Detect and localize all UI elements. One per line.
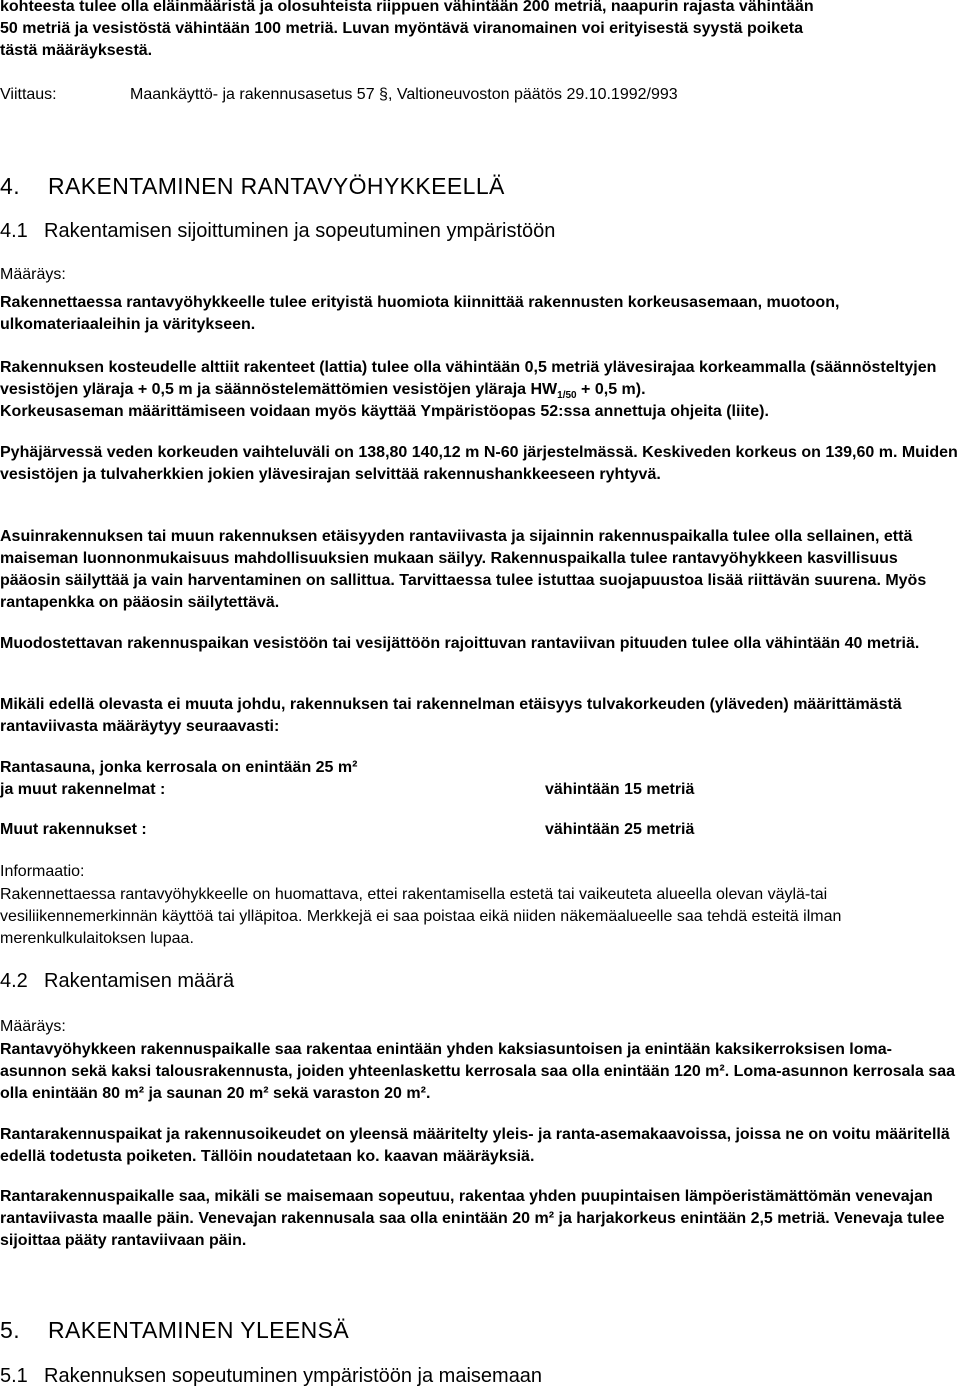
paragraph-text: Korkeusaseman määrittämiseen voidaan myös käyttää Ympäristöopas 52:ssa annettuja ohjeita (liite). bbox=[0, 403, 769, 420]
section-number: 5. bbox=[0, 1317, 20, 1343]
row-label-line: ja muut rakennelmat : bbox=[0, 781, 166, 798]
intro-line: 50 metriä ja vesistöstä vähintään 100 metriä. Luvan myöntävä viranomainen voi erityisestä syystä poiketa bbox=[0, 20, 804, 37]
paragraph-floor-height bbox=[0, 357, 958, 423]
reference-label: Viittaus: bbox=[0, 86, 57, 103]
distance-row-value: vähintään 15 metriä bbox=[545, 781, 695, 798]
section-4-1-heading bbox=[0, 218, 555, 244]
distance-row-label: Muut rakennukset : bbox=[0, 821, 147, 838]
paragraph: Pyhäjärvessä veden korkeuden vaihteluväli on 138,80 140,12 m N-60 järjestelmässä. Keskiveden korkeus on 139,60 m. Muiden vesistöjen ja tulvaherkkien jokien ylävesirajan selvittää rakennushankkeeseen ryhtyvä. bbox=[0, 444, 958, 483]
paragraph-text: + 0,5 m). bbox=[576, 381, 646, 398]
intro-line: kohteesta tulee olla eläinmääristä ja olosuhteista riippuen vähintään 200 metriä, naapurin rajasta vähintään bbox=[0, 0, 814, 15]
section-number: 5.1 bbox=[0, 1365, 28, 1387]
section-number: 4.1 bbox=[0, 220, 28, 242]
section-number: 4.2 bbox=[0, 970, 28, 992]
section-sign: § bbox=[379, 86, 388, 103]
reference-text: , Valtioneuvoston päätös 29.10.1992/993 bbox=[387, 86, 678, 103]
section-title: RAKENTAMINEN RANTAVYÖHYKKEELLÄ bbox=[48, 173, 505, 199]
section-5-heading bbox=[0, 1316, 349, 1344]
section-number: 4. bbox=[0, 173, 20, 199]
section-5-1-heading bbox=[0, 1363, 542, 1389]
paragraph: Rantavyöhykkeen rakennuspaikalle saa rakentaa enintään yhden kaksiasuntoisen ja enintään kaksikerroksisen loma-asunnon sekä kaksi talousrakennusta, joiden yhteenlaskettu kerrosala saa olla enintään 120 m². Loma-asunnon kerrosala saa olla enintään 80 m² ja saunan 20 m² sekä varaston 20 m². bbox=[0, 1041, 956, 1102]
intro-paragraph bbox=[0, 0, 958, 62]
paragraph-text: Rakennuksen kosteudelle alttiit rakenteet (lattia) tulee olla vähintään 0,5 metriä ylävesirajaa korkeammalla (säännösteltyjen vesistöjen yläraja + 0,5 m ja säännöstelemättömien vesistöjen yläraja HW bbox=[0, 359, 937, 398]
section-title: Rakennuksen sopeutuminen ympäristöön ja maisemaan bbox=[44, 1365, 543, 1387]
informaatio-label: Informaatio: bbox=[0, 863, 85, 880]
paragraph: Rakennettaessa rantavyöhykkeelle tulee erityistä huomiota kiinnittää rakennusten korkeusasemaan, muotoon, ulkomateriaaleihin ja väritykseen. bbox=[0, 294, 840, 333]
paragraph: Rantarakennuspaikat ja rakennusoikeudet on yleensä määritelty yleis- ja ranta-asemakaavoissa, joissa ne on voitu määritellä edellä todetusta poiketen. Tällöin noudatetaan ko. kaavan määräyksiä. bbox=[0, 1126, 950, 1165]
reference-line bbox=[0, 84, 678, 106]
maarays-label: Määräys: bbox=[0, 1018, 66, 1035]
section-4-2-heading bbox=[0, 968, 234, 994]
section-title: RAKENTAMINEN YLEENSÄ bbox=[48, 1317, 350, 1343]
distance-row-label bbox=[0, 757, 520, 801]
paragraph: Mikäli edellä olevasta ei muuta johdu, rakennuksen tai rakennelman etäisyys tulvakorkeuden (yläveden) määrittämästä rantaviivasta määräytyy seuraavasti: bbox=[0, 696, 902, 735]
subscript: 1/50 bbox=[557, 390, 577, 401]
reference-text: Maankäyttö- ja rakennusasetus 57 bbox=[130, 86, 375, 103]
intro-line: tästä määräyksestä. bbox=[0, 42, 153, 59]
section-title: Rakentamisen määrä bbox=[44, 970, 235, 992]
section-title: Rakentamisen sijoittuminen ja sopeutuminen ympäristöön bbox=[44, 220, 556, 242]
info-paragraph: Rakennettaessa rantavyöhykkeelle on huomattava, ettei rakentamisella estetä tai vaikeuteta alueella olevan väylä-tai vesiliikennemerkinnän käyttöä tai ylläpitoa. Merkkejä ei saa poistaa eikä niiden näkemäalueelle saa tehdä esteitä ilman merenkulkulaitoksen lupaa. bbox=[0, 886, 842, 947]
section-4-heading bbox=[0, 172, 505, 200]
paragraph: Rantarakennuspaikalle saa, mikäli se maisemaan sopeutuu, rakentaa yhden puupintaisen lämpöeristämättömän venevajan rantaviivasta maalle päin. Venevajan rakennusala saa olla enintään 20 m² ja harjakorkeus enintään 2,5 metriä. Venevaja tulee sijoittaa pääty rantaviivaan päin. bbox=[0, 1188, 945, 1249]
row-label-line: Rantasauna, jonka kerrosala on enintään 25 m² bbox=[0, 759, 358, 776]
distance-row-value: vähintään 25 metriä bbox=[545, 821, 695, 838]
paragraph: Asuinrakennuksen tai muun rakennuksen etäisyyden rantaviivasta ja sijainnin rakennuspaikalla tulee olla sellainen, että maiseman luonnonmukaisuus mahdollisuuksien mukaan säilyy. Rakennuspaikalla tulee rantavyöhykkeen kasvillisuus pääosin säilyttää ja vain harventaminen on sallittua. Tarvittaessa tulee istuttaa suojapuustoa lisää riittävän suurena. Myös rantapenkka on pääosin säilytettävä. bbox=[0, 528, 927, 611]
maarays-label: Määräys: bbox=[0, 266, 66, 283]
paragraph: Muodostettavan rakennuspaikan vesistöön tai vesijättöön rajoittuvan rantaviivan pituuden tulee olla vähintään 40 metriä. bbox=[0, 635, 920, 652]
